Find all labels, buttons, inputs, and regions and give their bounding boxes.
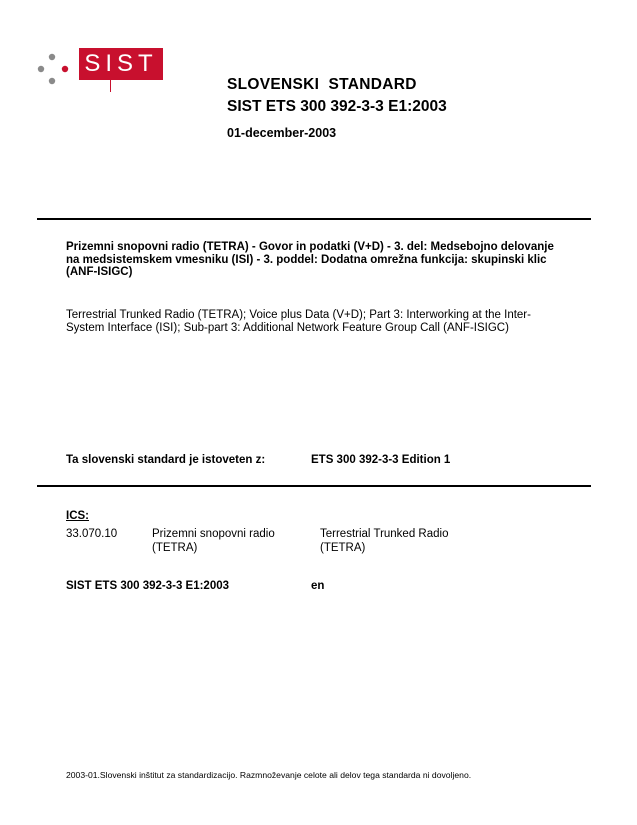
- ics-description-english: Terrestrial Trunked Radio (TETRA): [320, 528, 449, 554]
- identical-value: ETS 300 392-3-3 Edition 1: [311, 454, 451, 466]
- ics-description-slovenian: Prizemni snopovni radio (TETRA): [152, 528, 275, 554]
- middle-divider: [37, 485, 591, 487]
- standard-number: SIST ETS 300 392-3-3 E1:2003: [227, 98, 447, 115]
- identical-label: Ta slovenski standard je istoveten z:: [66, 454, 266, 466]
- title-slovenian: Prizemni snopovni radio (TETRA) - Govor in podatki (V+D) - 3. del: Medsebojno delovanje na medsistemskem vmesniku (ISI) - 3. poddel: Dodatna omrežna funkcija: skupinski klic (ANF-ISIGC): [66, 241, 554, 279]
- reference-code: SIST ETS 300 392-3-3 E1:2003: [66, 580, 230, 592]
- logo-dots-icon: [36, 52, 76, 86]
- title-english: Terrestrial Trunked Radio (TETRA); Voice plus Data (V+D); Part 3: Interworking at the Inter-System Interface (ISI); Sub-part 3: Additional Network Feature Group Call (ANF-ISIGC): [66, 309, 531, 334]
- logo-rule: [110, 80, 111, 92]
- reference-language: en: [311, 580, 325, 592]
- logo-text: SIST: [84, 50, 158, 77]
- standard-date: 01-december-2003: [227, 126, 337, 140]
- sist-logo: [79, 48, 163, 80]
- ics-label: ICS:: [66, 510, 89, 522]
- standard-label: SLOVENSKI STANDARD: [227, 76, 417, 93]
- ics-code: 33.070.10: [66, 528, 118, 540]
- copyright-footer: 2003-01.Slovenski inštitut za standardizacijo. Razmnoževanje celote ali delov tega standarda ni dovoljeno.: [66, 770, 472, 780]
- top-divider: [37, 218, 591, 220]
